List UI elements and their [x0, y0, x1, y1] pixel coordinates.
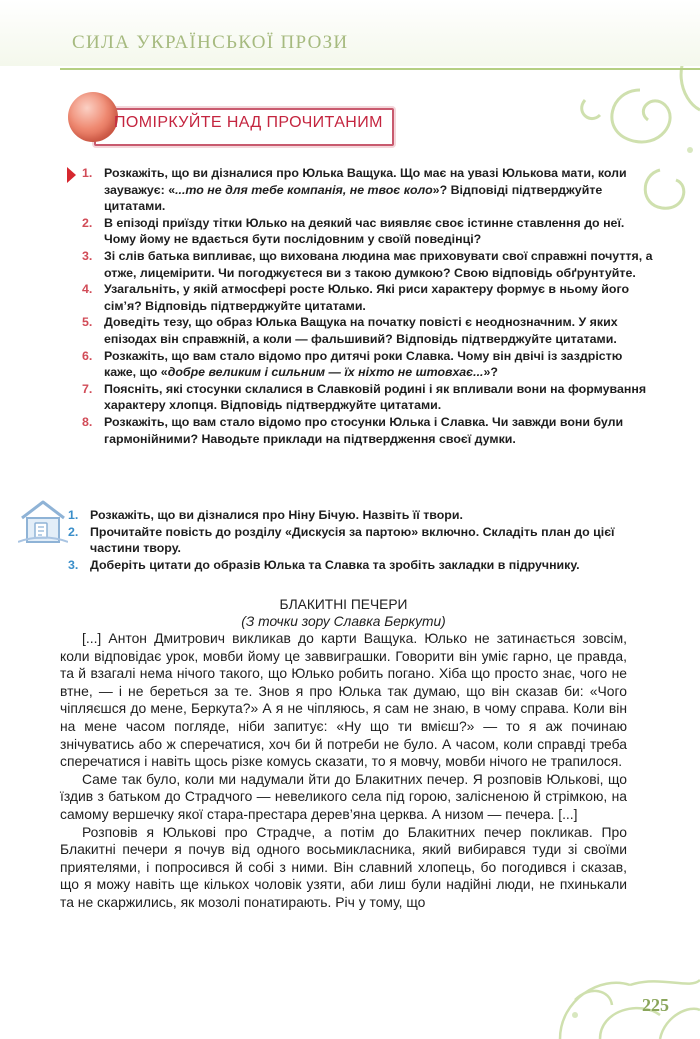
homework-house-icon	[18, 496, 68, 548]
question-text: Поясніть, які стосунки склалися в Славковій родині і як впливали вони на формування характеру хлопця. Відповідь підтверджуйте цитатами.	[104, 381, 647, 413]
excerpt-paragraph: Саме так було, коли ми надумали йти до Блакитних печер. Я розповів Юлькові, що їздив з батьком до Страдчого — невеликого села під горою, залісненою й стрімкою, на самому вершечку якої стара-престара дерев’яна церква. А низом — печера. [...]	[60, 770, 627, 822]
question-item	[82, 281, 657, 314]
homework-item	[68, 524, 643, 557]
question-text: Зі слів батька випливає, що вихована людина має приховувати свої справжні почуття, а отже, лицемірити. Чи погоджуєтеся ви з такою думкою? Свою відповідь обґрунтуйте.	[104, 248, 653, 280]
question-item	[82, 381, 657, 414]
excerpt-subtitle: (З точки зору Славка Беркути)	[241, 614, 446, 629]
header-divider	[60, 68, 700, 70]
section-banner	[60, 90, 400, 158]
homework-text: Прочитайте повість до розділу «Дискусія за партою» включно. Складіть план до цієї частини твору.	[90, 524, 615, 556]
question-number: 6.	[82, 348, 93, 363]
homework-number: 3.	[68, 557, 79, 572]
excerpt-paragraph: [...] Антон Дмитрович викликав до карти Ващука. Юлько не затинається зовсім, коли відповідає урок, мовби йому це заввиграшки. Говорити він уміє гарно, це правда, та й взагалі нема нічого такого, що Юлько робить погано. Хіба що просто знає, чого не втне, — і не береться за те. Знов я про Юлька так думаю, що він сказав би: «Чого чіпляєшся до мене, Беркута?» А я не чіпляюсь, я сам не знаю, в чому справа. Коли він на мене часом погляде, ніби запитує: «Ну що ти вмієш?» — то я аж починаю знічуватись або ж сперечатися, хоч би й потреби не було. А часом, коли справді треба сперечатися і навіть щось різке комусь сказати, то я мовчу, мовби нічого не трапилося.	[60, 630, 627, 770]
question-text-after: »? Відповіді підтверджуйте цитатами.	[104, 182, 603, 214]
homework-text: Доберіть цитати до образів Юлька та Славка та зробіть закладки в підручнику.	[90, 557, 580, 572]
running-title: СИЛА УКРАЇНСЬКОЇ ПРОЗИ	[72, 32, 349, 53]
question-text: Доведіть тезу, що образ Юлька Ващука на початку повісті є неоднозначним. У яких епізодах він справжній, а коли — фальшивий? Відповідь підтверджуйте цитатами.	[104, 315, 618, 346]
homework-number: 1.	[68, 508, 79, 522]
question-item	[82, 348, 657, 381]
question-item	[82, 414, 657, 447]
question-item	[82, 314, 657, 347]
question-quote: ...то не для тебе компанія, не твоє коло	[175, 182, 433, 197]
question-quote: добре великим і сильним — їх ніхто не штовхає...	[167, 365, 484, 380]
excerpt	[60, 596, 627, 912]
questions-list	[82, 165, 657, 447]
question-number: 5.	[82, 315, 93, 330]
excerpt-title: БЛАКИТНІ ПЕЧЕРИ	[279, 597, 408, 612]
homework-item	[68, 557, 643, 574]
question-number: 2.	[82, 215, 93, 230]
question-number: 3.	[82, 248, 93, 263]
homework-number: 2.	[68, 524, 79, 539]
question-text-after: »?	[483, 365, 498, 380]
question-item	[82, 215, 657, 248]
question-number: 1.	[82, 166, 93, 180]
question-text: Розкажіть, що ви дізналися про Юлька Ващука. Що має на увазі Юлькова мати, коли зауважує: «	[104, 166, 627, 197]
question-number: 7.	[82, 381, 93, 396]
homework-list	[68, 507, 643, 573]
question-number: 8.	[82, 414, 93, 429]
question-text: В епізоді приїзду тітки Юлько на деякий час виявляє своє істинне ставлення до неї. Чому йому не вдається бути послідовним у своїй поведінці?	[104, 215, 625, 247]
question-number: 4.	[82, 282, 93, 297]
ball-icon	[68, 92, 118, 142]
question-text: Узагальніть, у якій атмосфері росте Юлько. Які риси характеру формує в ньому його сім’я? Відповідь підтверджуйте цитатами.	[104, 282, 630, 313]
page-number: 225	[642, 995, 669, 1015]
question-item	[82, 248, 657, 281]
excerpt-paragraph: Розповів я Юлькові про Страдче, а потім до Блакитних печер покликав. Про Блакитні печери я почув від одного восьмикласника, який вибирався туди зі своїми приятелями, і попросився й собі з ними. Він славний хлопець, бо погодився і сказав, що я можу навіть ще кількох чоловік узяти, аби лиш були надійні люди, не пхинькали та не скаржились, як мозолі понатирають. Річ у тому, що	[60, 823, 627, 910]
section-title: ПОМІРКУЙТЕ НАД ПРОЧИТАНИМ	[114, 114, 383, 131]
question-item	[82, 165, 657, 215]
homework-text: Розкажіть, що ви дізналися про Ніну Бічую. Назвіть її твори.	[90, 508, 463, 522]
question-text: Розкажіть, що вам стало відомо про стосунки Юлька і Славка. Чи завжди вони були гармонійними? Наводьте приклади на підтвердження своєї думки.	[104, 414, 624, 446]
homework-item	[68, 507, 643, 524]
triangle-marker-icon	[67, 167, 76, 183]
question-text: Розкажіть, що вам стало відомо про дитячі роки Славка. Чому він двічі із заздрістю каже, що «	[104, 348, 623, 380]
